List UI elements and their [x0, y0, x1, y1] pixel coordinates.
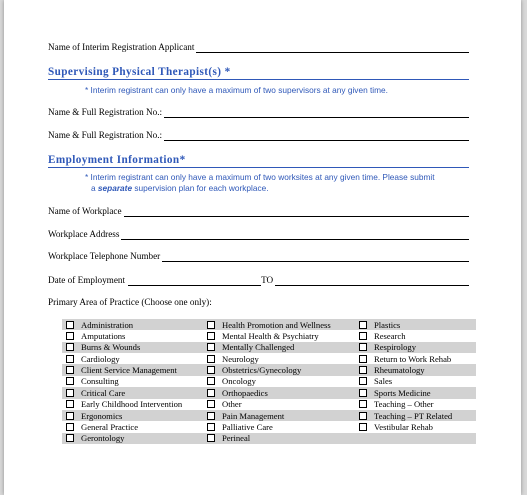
practice-area-row: [62, 387, 476, 398]
practice-area-option[interactable]: [355, 376, 476, 386]
supervisor2-label: Name & Full Registration No.:: [48, 130, 163, 140]
note-text: supervision plan for each workplace.: [132, 183, 269, 193]
practice-area-label: Teaching – PT Related: [374, 410, 453, 421]
practice-area-label: Pain Management: [222, 410, 285, 421]
practice-area-row: [62, 353, 476, 364]
practice-area-checkbox[interactable]: [359, 343, 367, 351]
practice-area-option[interactable]: [355, 422, 476, 432]
practice-area-checkbox[interactable]: [66, 400, 74, 408]
supervisor1-row: [48, 107, 469, 118]
practice-area-checkbox[interactable]: [207, 321, 215, 329]
workplace-name-label: Name of Workplace: [48, 206, 122, 216]
practice-area-label: Plastics: [374, 319, 401, 330]
practice-area-option[interactable]: [62, 433, 203, 443]
practice-area-checkbox[interactable]: [66, 332, 74, 340]
required-star: *: [221, 66, 231, 78]
workplace-address-label: Workplace Address: [48, 229, 120, 239]
workplace-address-field[interactable]: [121, 230, 469, 240]
practice-area-row: [62, 410, 476, 421]
practice-area-option[interactable]: [203, 331, 355, 341]
practice-area-checkbox[interactable]: [359, 377, 367, 385]
practice-area-option[interactable]: [355, 365, 476, 375]
practice-area-label: Teaching – Other: [374, 399, 434, 410]
supervisor-title-text: Supervising Physical Therapist(s): [48, 66, 222, 78]
practice-area-grid: [62, 319, 476, 444]
practice-area-checkbox[interactable]: [66, 412, 74, 420]
practice-area-label: Sales: [374, 376, 393, 387]
applicant-name-field[interactable]: [196, 43, 469, 53]
practice-area-label: Rheumatology: [374, 365, 425, 376]
employment-date-to-label: TO: [261, 275, 274, 285]
practice-area-label: General Practice: [81, 421, 139, 432]
practice-area-label: Gerontology: [81, 433, 125, 444]
practice-area-label: Respirology: [374, 342, 417, 353]
practice-area-label: Cardiology: [81, 353, 120, 364]
employment-date-from-field[interactable]: [128, 276, 261, 286]
practice-area-option[interactable]: [203, 433, 355, 443]
practice-area-option[interactable]: [62, 399, 203, 409]
employment-note: [85, 172, 469, 194]
practice-area-checkbox[interactable]: [66, 355, 74, 363]
workplace-name-row: [48, 206, 469, 217]
practice-area-checkbox[interactable]: [66, 389, 74, 397]
practice-area-option[interactable]: [62, 411, 203, 421]
practice-area-checkbox[interactable]: [359, 400, 367, 408]
practice-area-label: Administration: [81, 319, 134, 330]
practice-area-option[interactable]: [355, 354, 476, 364]
practice-area-checkbox[interactable]: [66, 321, 74, 329]
practice-area-label: Amputations: [81, 331, 126, 342]
practice-area-option[interactable]: [62, 342, 203, 352]
form-page: [4, 0, 521, 495]
practice-area-label: Perineal: [222, 433, 251, 444]
practice-area-row: [62, 330, 476, 341]
practice-area-option[interactable]: [62, 320, 203, 330]
practice-area-label: Early Childhood Intervention: [81, 399, 183, 410]
practice-area-option[interactable]: [355, 331, 476, 341]
note-text: a: [91, 183, 98, 193]
practice-area-heading-row: [48, 297, 469, 308]
supervisor-note: * Interim registrant can only have a maximum of two supervisors at any given time.: [85, 85, 388, 95]
employment-date-row: [48, 275, 469, 286]
employment-section-title: [48, 154, 469, 168]
practice-area-checkbox[interactable]: [66, 434, 74, 442]
practice-area-option[interactable]: [355, 399, 476, 409]
practice-area-label: Consulting: [81, 376, 119, 387]
practice-area-label: Ergonomics: [81, 410, 123, 421]
practice-area-label: Mental Health & Psychiatry: [222, 331, 319, 342]
practice-area-checkbox[interactable]: [66, 423, 74, 431]
practice-area-checkbox[interactable]: [207, 434, 215, 442]
practice-area-checkbox[interactable]: [359, 321, 367, 329]
practice-area-checkbox[interactable]: [359, 366, 367, 374]
practice-area-option[interactable]: [355, 342, 476, 352]
practice-area-option[interactable]: [355, 388, 476, 398]
practice-area-label: Vestibular Rehab: [374, 421, 433, 432]
practice-area-row: [62, 376, 476, 387]
practice-area-label: Orthopaedics: [222, 387, 268, 398]
practice-area-option[interactable]: [62, 354, 203, 364]
supervisor2-field[interactable]: [164, 131, 469, 141]
supervisor1-label: Name & Full Registration No.:: [48, 107, 163, 117]
practice-area-checkbox[interactable]: [207, 389, 215, 397]
practice-area-label: Return to Work Rehab: [374, 353, 452, 364]
practice-area-option[interactable]: [62, 331, 203, 341]
practice-area-checkbox[interactable]: [207, 366, 215, 374]
practice-area-label: Other: [222, 399, 242, 410]
practice-area-label: Mentally Challenged: [222, 342, 295, 353]
practice-area-heading: Primary Area of Practice (Choose one only):: [48, 297, 212, 307]
practice-area-option[interactable]: [203, 376, 355, 386]
practice-area-checkbox[interactable]: [359, 389, 367, 397]
applicant-name-label: Name of Interim Registration Applicant: [48, 42, 195, 52]
practice-area-checkbox[interactable]: [66, 366, 74, 374]
practice-area-checkbox[interactable]: [359, 332, 367, 340]
supervisor2-row: [48, 130, 469, 141]
practice-area-label: Burns & Wounds: [81, 342, 141, 353]
employment-date-label: Date of Employment: [48, 275, 126, 285]
practice-area-label: Research: [374, 331, 406, 342]
applicant-name-row: [48, 42, 469, 53]
practice-area-checkbox[interactable]: [66, 343, 74, 351]
practice-area-checkbox[interactable]: [207, 400, 215, 408]
practice-area-label: Sports Medicine: [374, 387, 431, 398]
practice-area-option[interactable]: [203, 320, 355, 330]
supervisor-section-title: [48, 66, 469, 80]
practice-area-row: [62, 433, 476, 444]
practice-area-checkbox[interactable]: [359, 355, 367, 363]
supervisor1-field[interactable]: [164, 108, 469, 118]
practice-area-checkbox[interactable]: [66, 377, 74, 385]
practice-area-row: [62, 342, 476, 353]
practice-area-label: Oncology: [222, 376, 256, 387]
workplace-address-row: [48, 229, 469, 240]
practice-area-checkbox[interactable]: [207, 332, 215, 340]
practice-area-checkbox[interactable]: [207, 343, 215, 351]
practice-area-option[interactable]: [203, 365, 355, 375]
employment-note-line1: * Interim registrant can only have a maximum of two worksites at any given time. Please submit: [85, 172, 435, 182]
practice-area-option[interactable]: [203, 399, 355, 409]
required-star: *: [179, 154, 186, 166]
practice-area-label: Neurology: [222, 353, 259, 364]
employment-date-to-field[interactable]: [275, 276, 469, 286]
practice-area-label: Palliative Care: [222, 421, 273, 432]
practice-area-label: Client Service Management: [81, 365, 177, 376]
practice-area-checkbox[interactable]: [207, 377, 215, 385]
practice-area-checkbox[interactable]: [207, 355, 215, 363]
workplace-name-field[interactable]: [124, 207, 469, 217]
practice-area-option[interactable]: [62, 365, 203, 375]
practice-area-option[interactable]: [62, 388, 203, 398]
practice-area-option[interactable]: [203, 411, 355, 421]
practice-area-checkbox[interactable]: [207, 412, 215, 420]
practice-area-row: [62, 364, 476, 375]
workplace-phone-label: Workplace Telephone Number: [48, 251, 161, 261]
practice-area-row: [62, 399, 476, 410]
workplace-phone-field[interactable]: [162, 252, 469, 262]
practice-area-label: Health Promotion and Wellness: [222, 319, 331, 330]
practice-area-option[interactable]: [203, 354, 355, 364]
practice-area-label: Critical Care: [81, 387, 126, 398]
employment-note-line2: [85, 183, 469, 194]
practice-area-option[interactable]: [203, 388, 355, 398]
practice-area-row: [62, 319, 476, 330]
practice-area-option[interactable]: [355, 411, 476, 421]
practice-area-label: Obstetrics/Gynecology: [222, 365, 302, 376]
workplace-phone-row: [48, 251, 469, 262]
practice-area-option[interactable]: [62, 422, 203, 432]
note-emphasis: separate: [97, 183, 133, 193]
practice-area-option[interactable]: [203, 342, 355, 352]
practice-area-checkbox[interactable]: [359, 412, 367, 420]
practice-area-checkbox[interactable]: [359, 423, 367, 431]
practice-area-option[interactable]: [203, 422, 355, 432]
practice-area-option[interactable]: [355, 320, 476, 330]
practice-area-option[interactable]: [62, 376, 203, 386]
practice-area-checkbox[interactable]: [207, 423, 215, 431]
practice-area-row: [62, 421, 476, 432]
employment-title-text: Employment Information: [48, 154, 180, 166]
